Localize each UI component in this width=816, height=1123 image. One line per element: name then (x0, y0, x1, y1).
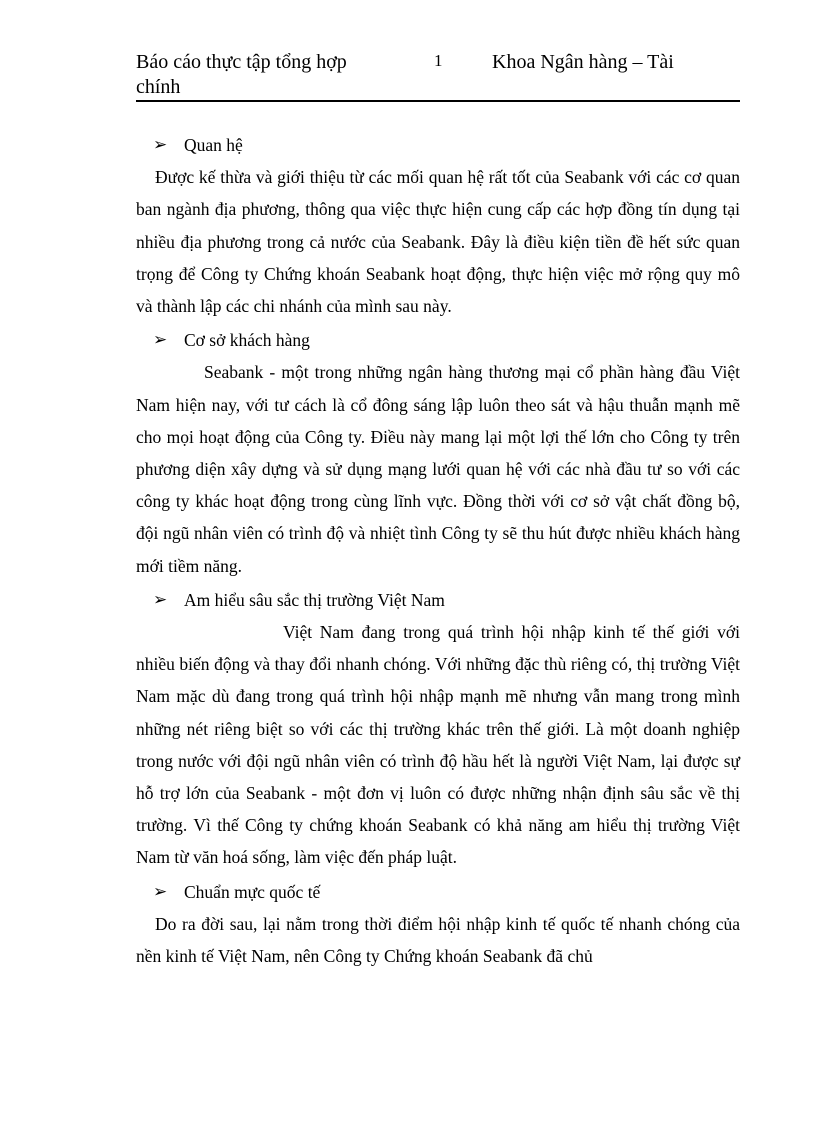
arrow-bullet-icon: ➢ (153, 330, 168, 351)
section-heading-quan-he (136, 129, 740, 161)
arrow-bullet-icon: ➢ (153, 135, 168, 155)
arrow-bullet-icon: ➢ (153, 881, 168, 902)
paragraph-quan-he: Được kế thừa và giới thiệu từ các mối quan hệ rất tốt của Seabank với các cơ quan ban ngành địa phương, thông qua việc thực hiện cung cấp các hợp đồng tín dụng tại nhiều địa phương trong cả nước của Seabank. Đây là điều kiện tiền đề hết sức quan trọng để Công ty Chứng khoán Seabank hoạt động, thực hiện việc mở rộng quy mô và thành lập các chi nhánh của mình sau này. (136, 167, 740, 317)
section-heading-am-hieu-thi-truong (136, 584, 740, 616)
arrow-bullet-icon: ➢ (153, 589, 168, 610)
document-body (136, 129, 740, 972)
section-heading-chuan-muc-quoc-te (136, 876, 740, 908)
paragraph-am-hieu-thi-truong: Việt Nam đang trong quá trình hội nhập kinh tế thế giới với nhiều biến động và thay đổi nhanh chóng. Với những đặc thù riêng có, thị trường Việt Nam mặc dù đang trong quá trình hội nhập mạnh mẽ nhưng vẫn mang trong mình những nét riêng biệt so với các thị trường khác trên thế giới. Là một doanh nghiệp trong nước với đội ngũ nhân viên có trình độ hầu hết là người Việt Nam, lại được sự hỗ trợ lớn của Seabank - một đơn vị luôn có được những nhận định sâu sắc về thị trường. Vì thế Công ty chứng khoán Seabank có khả năng am hiểu thị trường Việt Nam từ văn hoá sống, làm việc đến pháp luật. (136, 622, 740, 868)
header-report-title: Báo cáo thực tập tổng hợp chính (136, 51, 347, 98)
section-heading-text: Chuẩn mực quốc tế (184, 881, 321, 902)
header-page-number: 1 (434, 51, 443, 70)
paragraph-chuan-muc-quoc-te: Do ra đời sau, lại nằm trong thời điểm hội nhập kinh tế quốc tế nhanh chóng của nền kinh tế Việt Nam, nên Công ty Chứng khoán Seabank đã chủ (136, 913, 740, 967)
header-faculty: Khoa Ngân hàng – Tài (492, 51, 674, 73)
section-heading-text: Quan hệ (184, 135, 243, 155)
section-heading-text: Am hiểu sâu sắc thị trường Việt Nam (184, 589, 445, 610)
section-heading-co-so-khach-hang (136, 324, 740, 356)
page-header (136, 46, 740, 102)
section-heading-text: Cơ sở khách hàng (184, 330, 310, 351)
paragraph-co-so-khach-hang: Seabank - một trong những ngân hàng thương mại cổ phần hàng đầu Việt Nam hiện nay, với tư cách là cổ đông sáng lập luôn theo sát và hậu thuẫn mạnh mẽ cho mọi hoạt động của Công ty. Điều này mang lại một lợi thế lớn cho Công ty trên phương diện xây dựng và sử dụng mạng lưới quan hệ với các nhà đầu tư so với các công ty khác hoạt động trong cùng lĩnh vực. Đồng thời với cơ sở vật chất đồng bộ, đội ngũ nhân viên có trình độ và nhiệt tình Công ty sẽ thu hút được nhiều khách hàng mới tiềm năng. (136, 362, 740, 576)
